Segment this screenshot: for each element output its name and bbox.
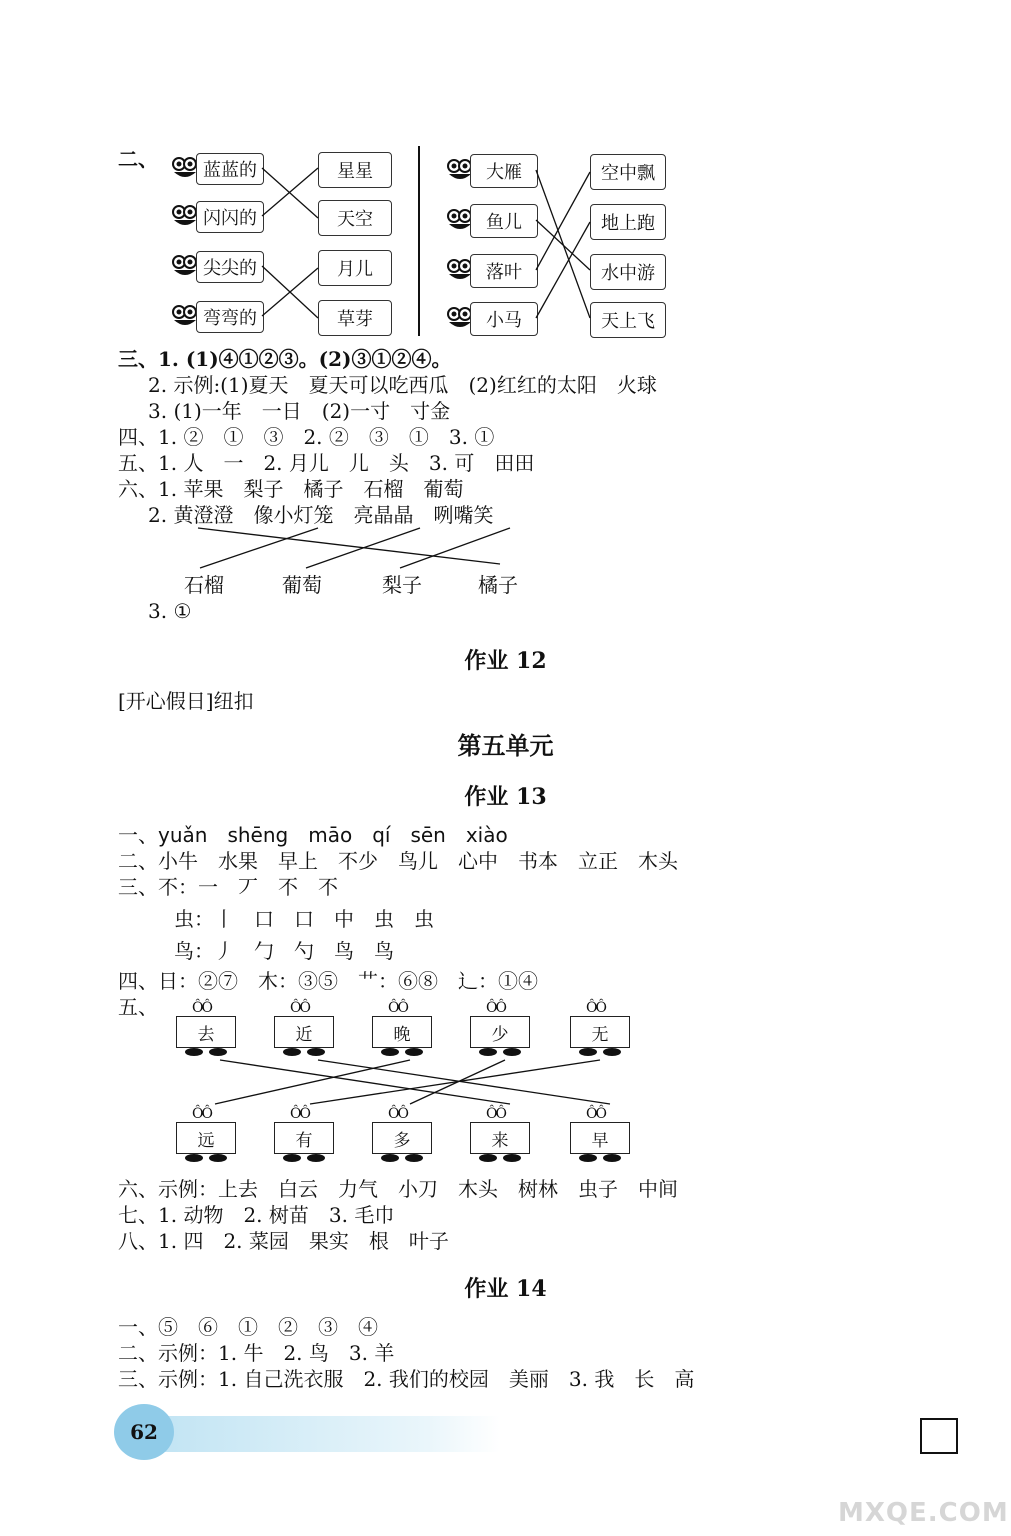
h13-2: 二、小牛 水果 早上 不少 鸟儿 心中 书本 立正 木头 — [118, 849, 678, 873]
word-card: ÔÔ 晚 — [372, 1000, 432, 1058]
h13-6: 六、示例：上去 白云 力气 小刀 木头 树林 虫子 中间 — [118, 1177, 678, 1201]
h13-3b: 虫：丨 口 口 中 虫 虫 — [174, 907, 434, 931]
word-card: ÔÔ 近 — [274, 1000, 334, 1058]
left-target-3: 月儿 — [318, 250, 392, 286]
h14-2: 二、示例：1. 牛 2. 鸟 3. 羊 — [118, 1341, 395, 1365]
right-target-4: 天上飞 — [590, 302, 666, 338]
h13-3c: 鸟：丿 勹 勺 鸟 鸟 — [174, 939, 394, 963]
word-card: ÔÔ 无 — [570, 1000, 630, 1058]
word-card: ÔÔ 来 — [470, 1106, 530, 1164]
word-card: ÔÔ 远 — [176, 1106, 236, 1164]
h13-3a: 三、不：一 丆 不 不 — [118, 875, 338, 899]
h14-3: 三、示例：1. 自己洗衣服 2. 我们的校园 美丽 3. 我 长 高 — [118, 1367, 695, 1391]
h13-8: 八、1. 四 2. 菜园 果实 根 叶子 — [118, 1229, 449, 1253]
unit5-title: 第五单元 — [457, 731, 554, 760]
word-card: ÔÔ 早 — [570, 1106, 630, 1164]
s3-3: 3. (1)一年 一日 (2)一寸 寸金 — [148, 399, 451, 423]
s6-2: 2. 黄澄澄 像小灯笼 亮晶晶 咧嘴笑 — [148, 503, 494, 527]
right-target-3: 水中游 — [590, 254, 666, 290]
s6-bottom-1: 石榴 — [184, 573, 224, 597]
word-card: ÔÔ 去 — [176, 1000, 236, 1058]
hw12-title: 作业 12 — [464, 648, 547, 674]
corner-square — [920, 1418, 958, 1454]
h14-1: 一、⑤ ⑥ ① ② ③ ④ — [118, 1315, 378, 1339]
right-word-2: 鱼儿 — [470, 204, 538, 238]
h13-4: 四、日：②⑦ 木：③⑤ 艹：⑥⑧ 辶：①④ — [118, 969, 538, 993]
s6-1: 六、1. 苹果 梨子 橘子 石榴 葡萄 — [118, 477, 464, 501]
footer-band — [140, 1416, 500, 1452]
word-card: ÔÔ 多 — [372, 1106, 432, 1164]
hw13-title: 作业 13 — [464, 784, 547, 810]
right-target-1: 空中飘 — [590, 154, 666, 190]
left-word-1: 蓝蓝的 — [196, 153, 264, 185]
s3-2: 2. 示例:(1)夏天 夏天可以吃西瓜 (2)红红的太阳 火球 — [148, 373, 657, 397]
right-word-1: 大雁 — [470, 154, 538, 188]
left-word-2: 闪闪的 — [196, 201, 264, 233]
h13-1: 一、yuǎn shēng māo qí sēn xiào — [118, 823, 508, 847]
left-target-4: 草芽 — [318, 300, 392, 336]
left-target-2: 天空 — [318, 200, 392, 236]
section-label-2: 二、 — [118, 147, 158, 171]
right-word-3: 落叶 — [470, 254, 538, 288]
s4: 四、1. ② ① ③ 2. ② ③ ① 3. ① — [118, 425, 495, 449]
page-number-badge — [114, 1404, 174, 1460]
s6-3: 3. ① — [148, 599, 192, 623]
h13-7: 七、1. 动物 2. 树苗 3. 毛巾 — [118, 1203, 395, 1227]
s6-bottom-2: 葡萄 — [282, 573, 322, 597]
word-card: ÔÔ 有 — [274, 1106, 334, 1164]
s6-bottom-3: 梨子 — [382, 573, 422, 597]
left-word-3: 尖尖的 — [196, 251, 264, 283]
right-target-2: 地上跑 — [590, 204, 666, 240]
page-number: 62 — [130, 1420, 158, 1444]
s6-bottom-4: 橘子 — [478, 573, 518, 597]
s5: 五、1. 人 一 2. 月儿 儿 头 3. 可 田田 — [118, 451, 535, 475]
hw14-title: 作业 14 — [464, 1276, 547, 1302]
holiday-line: [开心假日]纽扣 — [118, 689, 254, 713]
watermark: MXQE.COM — [838, 1498, 1009, 1528]
left-target-1: 星星 — [318, 152, 392, 188]
left-word-4: 弯弯的 — [196, 301, 264, 333]
right-word-4: 小马 — [470, 302, 538, 336]
h13-5: 五、 — [118, 995, 158, 1019]
word-card: ÔÔ 少 — [470, 1000, 530, 1058]
s3-1: 三、1. (1)④①②③。(2)③①②④。 — [118, 347, 452, 371]
